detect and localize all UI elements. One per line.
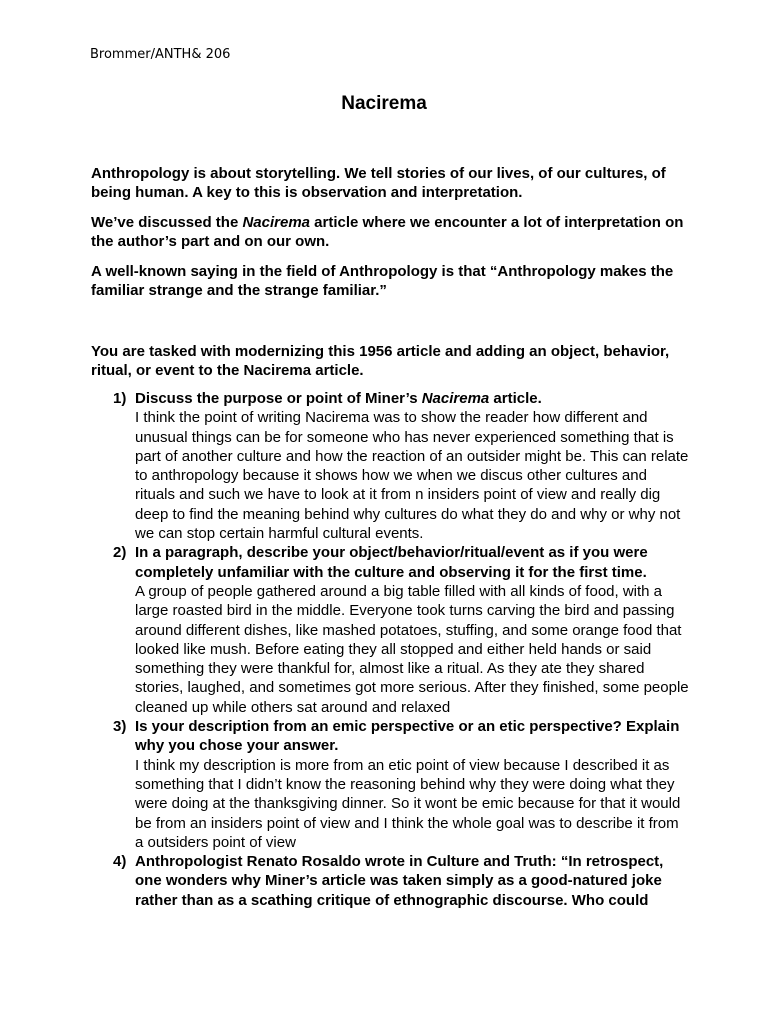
document-title: Nacirema: [341, 93, 427, 114]
question-text: In a paragraph, describe your object/behavior/ritual/event as if you were completely unfamiliar with the culture and observing it for the first time.: [135, 544, 648, 581]
question-item-1: [91, 389, 691, 543]
question-item-2: [91, 543, 691, 717]
course-header: Brommer/ANTH& 206: [90, 47, 231, 62]
intro-paragraph-1: Anthropology is about storytelling. We tell stories of our lives, of our cultures, of being human. A key to this is observation and interpretation.: [91, 165, 666, 201]
answer-text: A group of people gathered around a big table filled with all kinds of food, with a large roasted bird in the middle. Everyone took turns carving the bird and passing around different dishes, like mashed potatoes, stuffing, and some orange food that looked like mush. Before eating they all stopped and either held hands or said something they were thankful for, almost like a ritual. As they ate they shared stories, laughed, and sometimes got more serious. After they finished, some people cleaned up while others sat around and relaxed: [135, 582, 689, 716]
question-text: Anthropologist Renato Rosaldo wrote in Culture and Truth: “In retrospect, one wonders why Miner’s article was taken simply as a good-natured joke rather than as a scathing critique of ethnographic discourse. Who could: [135, 853, 664, 909]
question-text-b: article.: [489, 390, 542, 407]
answer-text: I think the point of writing Nacirema was to show the reader how different and unusual things can be for someone who has never experienced something that is part of another culture and how the reaction of an outsider might be. This can relate to anthropology because it shows how we when we discus other cultures and rituals and such we have to look at it from n insiders point of view and really dig deep to find the meaning behind why cultures do what they do and why or why not we can stop certain harmful cultural events.: [135, 409, 689, 543]
question-text: [135, 389, 691, 408]
intro-paragraph-2-italic: Nacirema: [242, 214, 310, 231]
intro-paragraph-2-text-b: article where we encounter a lot of interpretation on the author’s part and on our own.: [91, 214, 684, 250]
question-text-a: Discuss the purpose or point of Miner’s: [135, 390, 422, 407]
question-number: 4): [113, 853, 127, 871]
question-item-3: [91, 717, 691, 852]
intro-paragraph-3: A well-known saying in the field of Anthropology is that “Anthropology makes the familiar strange and the strange familiar.”: [91, 263, 674, 299]
question-number: 1): [113, 390, 127, 407]
intro-paragraph-2-text-a: We’ve discussed the: [91, 214, 243, 231]
question-text: Is your description from an emic perspective or an etic perspective? Explain why you chose your answer.: [135, 718, 680, 755]
answer-text: I think my description is more from an etic point of view because I described it as something that I didn’t know the reasoning behind why they were doing what they were doing at the thanksgiving dinner. So it wont be emic because for that it would be from an insiders point of view and I think the whole goal was to describe it from a outsiders point of view: [135, 756, 681, 851]
intro-paragraph-2: [91, 213, 691, 251]
task-statement: You are tasked with modernizing this 1956 article and adding an object, behavior, ritual, or event to the Nacirema article.: [91, 343, 670, 379]
question-text-italic: Nacirema: [421, 390, 490, 407]
question-number: 3): [113, 718, 127, 736]
question-item-4: [91, 852, 691, 910]
question-number: 2): [113, 544, 127, 562]
question-list: [91, 389, 691, 910]
